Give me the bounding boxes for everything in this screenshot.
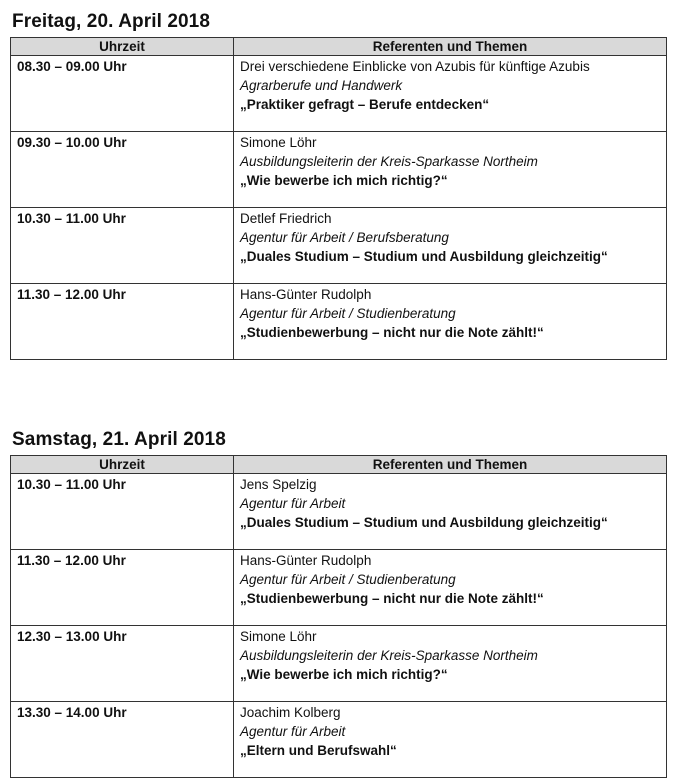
table-row [11, 208, 667, 284]
speaker-role: Agrarberufe und Handwerk [240, 78, 403, 93]
speaker-role: Ausbildungsleiterin der Kreis-Sparkasse Northeim [240, 648, 538, 663]
table-header-row [11, 38, 667, 56]
speaker-name: Drei verschiedene Einblicke von Azubis für künftige Azubis [240, 59, 590, 74]
time-cell: 11.30 – 12.00 Uhr [11, 550, 234, 626]
column-header-speakers: Referenten und Themen [234, 38, 667, 56]
speaker-cell [234, 284, 667, 360]
schedule-table-saturday [10, 455, 667, 778]
speaker-role: Agentur für Arbeit / Studienberatung [240, 572, 456, 587]
speaker-cell [234, 208, 667, 284]
speaker-role: Agentur für Arbeit / Studienberatung [240, 306, 456, 321]
talk-topic: „Duales Studium – Studium und Ausbildung gleichzeitig“ [240, 515, 608, 530]
schedule-table-friday [10, 37, 667, 360]
talk-topic: „Studienbewerbung – nicht nur die Note zählt!“ [240, 591, 544, 606]
speaker-name: Joachim Kolberg [240, 705, 341, 720]
talk-topic: „Studienbewerbung – nicht nur die Note zählt!“ [240, 325, 544, 340]
table-row [11, 284, 667, 360]
speaker-cell [234, 550, 667, 626]
column-header-time: Uhrzeit [11, 38, 234, 56]
column-header-time: Uhrzeit [11, 456, 234, 474]
talk-topic: „Eltern und Berufswahl“ [240, 743, 397, 758]
speaker-role: Agentur für Arbeit [240, 724, 346, 739]
table-row [11, 626, 667, 702]
time-cell: 12.30 – 13.00 Uhr [11, 626, 234, 702]
table-header-row [11, 456, 667, 474]
talk-topic: „Duales Studium – Studium und Ausbildung gleichzeitig“ [240, 249, 608, 264]
speaker-cell [234, 474, 667, 550]
day-title-saturday: Samstag, 21. April 2018 [12, 429, 226, 450]
speaker-name: Hans-Günter Rudolph [240, 553, 372, 568]
speaker-cell [234, 132, 667, 208]
speaker-name: Simone Löhr [240, 135, 317, 150]
time-cell: 08.30 – 09.00 Uhr [11, 56, 234, 132]
speaker-cell [234, 626, 667, 702]
speaker-name: Jens Spelzig [240, 477, 317, 492]
column-header-speakers: Referenten und Themen [234, 456, 667, 474]
table-row [11, 550, 667, 626]
time-cell: 09.30 – 10.00 Uhr [11, 132, 234, 208]
talk-topic: „Wie bewerbe ich mich richtig?“ [240, 173, 448, 188]
speaker-cell [234, 702, 667, 778]
day-title-friday: Freitag, 20. April 2018 [12, 11, 211, 32]
speaker-cell [234, 56, 667, 132]
table-row [11, 132, 667, 208]
speaker-name: Hans-Günter Rudolph [240, 287, 372, 302]
time-cell: 13.30 – 14.00 Uhr [11, 702, 234, 778]
time-cell: 10.30 – 11.00 Uhr [11, 474, 234, 550]
speaker-name: Detlef Friedrich [240, 211, 332, 226]
table-row [11, 702, 667, 778]
speaker-name: Simone Löhr [240, 629, 317, 644]
speaker-role: Ausbildungsleiterin der Kreis-Sparkasse Northeim [240, 154, 538, 169]
speaker-role: Agentur für Arbeit / Berufsberatung [240, 230, 449, 245]
talk-topic: „Wie bewerbe ich mich richtig?“ [240, 667, 448, 682]
time-cell: 11.30 – 12.00 Uhr [11, 284, 234, 360]
table-row [11, 474, 667, 550]
time-cell: 10.30 – 11.00 Uhr [11, 208, 234, 284]
speaker-role: Agentur für Arbeit [240, 496, 346, 511]
table-row [11, 56, 667, 132]
talk-topic: „Praktiker gefragt – Berufe entdecken“ [240, 97, 490, 112]
